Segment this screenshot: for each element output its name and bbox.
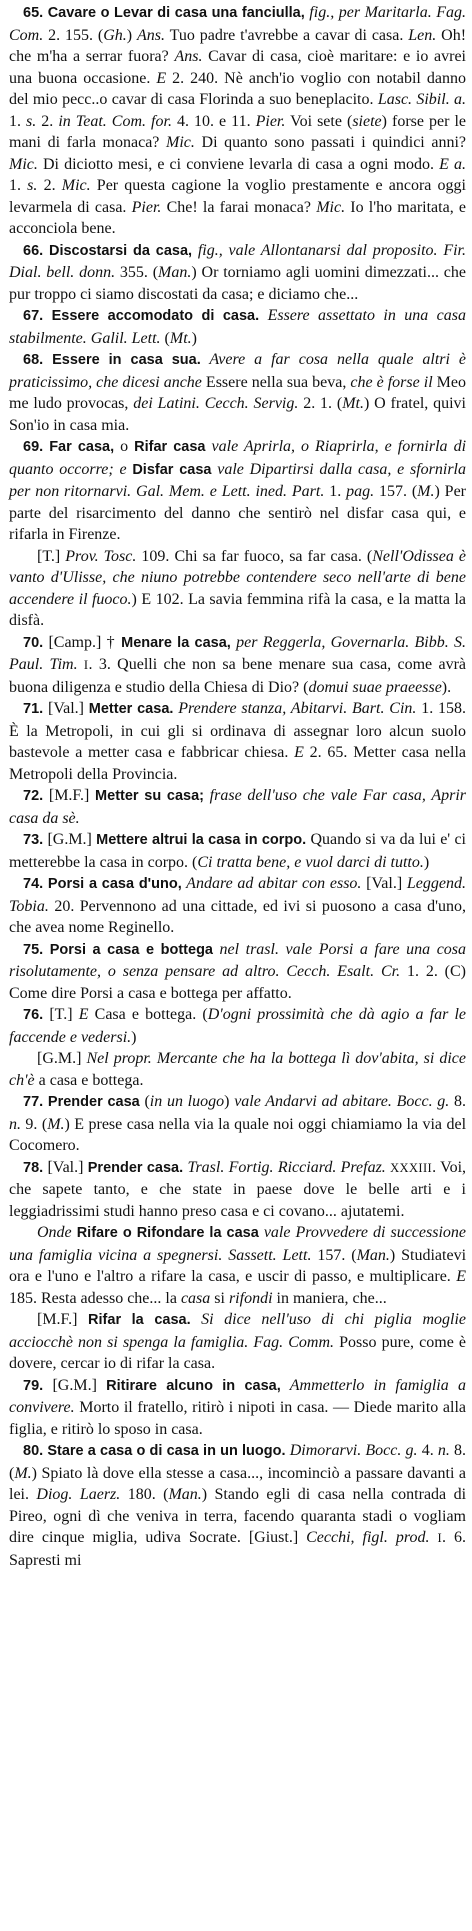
entry-text: in maniera, che...: [272, 1289, 387, 1307]
entry-text: [G.M.]: [52, 1376, 107, 1394]
italic-text: fig., vale Allontanarsi dal proposito. Fir. Dial. bell. donn.: [9, 241, 467, 281]
italic-text: E: [456, 1268, 466, 1285]
entry-text: 157. (: [374, 483, 418, 500]
italic-text: D'ogni prossimità che dà agio a far le faccende e vedersi.: [9, 1006, 467, 1046]
italic-text: Nel propr. Mercante che ha la bottega lì dov'abita, si dice ch'è: [9, 1050, 467, 1089]
italic-text: n.: [9, 1115, 21, 1133]
italic-text: casa: [180, 1289, 211, 1307]
entry-text: . 3. Quelli che non sa bene menare sua casa, come avrà buona diligenza e studio della Chiesa di Dio? (: [9, 656, 467, 696]
entry-text: Di quanto sono passati i quindici anni?: [194, 134, 467, 151]
italic-text: Onde: [37, 1224, 72, 1241]
entry-text: ) forse per le mani di farla monaca?: [9, 112, 467, 151]
entry-number: 65.: [23, 5, 44, 21]
dictionary-entry: [9, 1375, 466, 1441]
entry-text: 2.: [36, 112, 59, 130]
entry-text: [Val.]: [47, 700, 89, 717]
italic-text: M.: [417, 483, 435, 500]
entry-number: 78.: [23, 1159, 44, 1176]
entry-text: 180. (: [120, 1486, 169, 1503]
italic-text: Pier.: [131, 198, 162, 216]
entry-text: Essere nella sua beva,: [201, 373, 351, 391]
italic-text: nel trasl. vale Porsi a fare una cosa risolutamente, o senza pensare ad altro. Cecch. Esalt. Cr.: [9, 940, 467, 980]
entry-text: Meo me ludo provocas,: [9, 373, 467, 412]
italic-text: Dimorarvi. Bocc. g.: [285, 1442, 418, 1459]
headword: Menare la casa,: [121, 634, 231, 651]
entry-text: 2. 240. Nè anch'io voglio con notabil danno del mio pecc..o cavar di casa Florinda a suo beneplacito.: [9, 69, 467, 108]
headword: Rifare o Rifondare la casa: [71, 1225, 259, 1241]
dictionary-entry: [9, 1440, 466, 1571]
entry-text: Morto il fratello, ritirò i nipoti in casa. — Diede marito alla figlia, e ritirò lo sposo in casa.: [9, 1399, 466, 1438]
italic-text: siete: [352, 112, 382, 130]
entry-text: ) Stando egli di casa nella contrada di Pireo, ogni dì che veniva in terra, facendo quaranta stadi o vogliam dire cinque miglia, udiva Socrate. [Giust.]: [9, 1486, 467, 1546]
italic-text: Mt.: [169, 329, 192, 347]
entry-number: 67.: [23, 308, 44, 324]
entry-text: ) O fratel, quivi Son'io in casa mia.: [9, 395, 467, 434]
italic-text: E: [294, 744, 304, 761]
entry-text: ): [191, 329, 197, 347]
dictionary-entry: [9, 1004, 466, 1048]
dictionary-entry: [9, 1091, 466, 1157]
entry-number: 75.: [23, 941, 44, 958]
headword: Prender casa.: [87, 1159, 184, 1176]
entry-text: 2. 155. (: [43, 26, 104, 44]
headword: Ritirare alcuno in casa,: [106, 1377, 281, 1394]
headword: Cavare o Levar di casa una fanciulla,: [47, 5, 305, 21]
dictionary-entry: [9, 698, 466, 785]
entry-text: 1.: [9, 112, 27, 130]
italic-text: vale Aprirla, o Riaprirla, e fornirla di quanto occorre; e: [9, 438, 467, 478]
entry-text: 4. 10. e 11.: [171, 112, 256, 130]
dictionary-subentry: [9, 546, 466, 632]
entry-number: 69.: [23, 439, 44, 455]
entry-number: 70.: [23, 634, 44, 651]
italic-text: Mic.: [316, 198, 346, 216]
headword: Rifar la casa.: [88, 1312, 191, 1328]
entry-text: a casa e bottega.: [34, 1071, 144, 1089]
italic-text: Si dice nell'uso di chi piglia moglie acciocchè non si spenga la famiglia. Fag. Comm.: [9, 1311, 467, 1351]
entry-number: 68.: [23, 352, 44, 368]
entry-number: 79.: [23, 1377, 44, 1394]
entry-text: [M.F.]: [37, 1311, 89, 1328]
entry-text: Che! la farai monaca?: [161, 198, 317, 216]
dictionary-entry: [9, 785, 466, 829]
headword: Disfar casa: [126, 461, 212, 478]
italic-text: frase dell'uso che vale Far casa, Aprir casa da sè.: [9, 787, 467, 827]
italic-text: Ans.: [174, 48, 203, 65]
entry-text: [Val.]: [361, 875, 407, 892]
entry-number: 74.: [23, 876, 44, 892]
dictionary-subentry: [9, 1222, 466, 1309]
entry-text: . 6. Sapresti mi: [9, 1529, 467, 1569]
dictionary-entry: [9, 632, 466, 699]
entry-number: 80.: [23, 1443, 44, 1459]
entry-number: 66.: [23, 242, 44, 259]
italic-text: in un luogo: [149, 1093, 225, 1110]
entry-text: ) E 102. La savia femmina rifà la casa, e la matta la disfà.: [9, 590, 467, 629]
entry-text: ) E prese casa nella via la quale noi oggi chiamiamo la via del Cocomero.: [9, 1115, 467, 1154]
entry-text: 9. (: [21, 1115, 48, 1133]
entry-number: 71.: [23, 701, 44, 717]
italic-text: Mic.: [166, 134, 195, 151]
entry-text: ) Studiatevi ora e l'uno e l'altro a rifare la casa, e uscir di passo, e multiplicare.: [9, 1246, 467, 1285]
italic-text: Andare ad abitar con esso.: [181, 875, 362, 892]
entry-text: ): [224, 1093, 235, 1110]
entry-text: 1. 2. (C) Come dire Porsi a casa e bottega per affatto.: [9, 963, 467, 1002]
headword: Porsi a casa e bottega: [49, 941, 213, 958]
entry-text: I: [83, 658, 89, 672]
italic-text: Man.: [168, 1486, 202, 1503]
italic-text: dei Latini. Cecch. Servig.: [133, 395, 299, 412]
entry-text: Cavar di casa, cioè maritare: e io avrei una buona occasione.: [9, 48, 467, 87]
entry-text: [G.M.]: [37, 1050, 87, 1067]
dictionary-entry: [9, 240, 466, 306]
entry-text: Casa e bottega. (: [88, 1006, 208, 1023]
italic-text: Man.: [158, 264, 192, 281]
entry-text: ): [126, 26, 138, 44]
italic-text: Diog. Laerz.: [36, 1486, 121, 1503]
entry-text: [T.]: [49, 1006, 79, 1023]
entry-text: [G.M.]: [47, 831, 97, 848]
headword: Prender casa: [47, 1094, 140, 1110]
entry-text: 1. 158. È la Metropoli, in cui gli si ordinava di assegnar loro alcun suolo bastevole a metter casa e fabbricar chiesa.: [9, 700, 467, 761]
entry-text: ) Spiato là dove ella stesse a casa..., incominciò a passare davanti a lei.: [9, 1464, 466, 1503]
italic-text: M.: [47, 1115, 65, 1133]
entry-text: o: [114, 438, 135, 455]
entry-text: 8.: [449, 1093, 467, 1110]
entry-text: I: [437, 1531, 443, 1545]
italic-text: n.: [437, 1442, 450, 1459]
italic-text: Mic.: [61, 177, 91, 194]
italic-text: Gh.: [103, 26, 127, 44]
entry-text: 8. (: [9, 1442, 467, 1482]
entry-text: (: [139, 1093, 150, 1110]
italic-text: E: [156, 69, 167, 87]
italic-text: Pier.: [255, 112, 286, 130]
entry-text: Io l'ho maritata, e acconciola bene.: [9, 198, 467, 237]
italic-text: rifondi: [228, 1289, 273, 1307]
entry-text: 1.: [324, 483, 347, 500]
dictionary-subentry: [9, 1309, 466, 1375]
entry-text: Quando si va da lui e' ci metterebbe la casa in corpo. (: [9, 831, 466, 871]
entry-text: ).: [441, 678, 452, 696]
italic-text: che è forse il: [350, 373, 433, 391]
entry-text: ) Or torniamo agli uomini dimezzati... che pur troppo ci siamo discostati da casa; e diciamo che...: [9, 264, 466, 303]
entry-text: Oh! che m'ha a serrar fuora?: [9, 26, 467, 65]
italic-text: s.: [27, 177, 38, 194]
headword: Metter su casa;: [95, 788, 204, 804]
headword: Mettere altrui la casa in corpo.: [96, 832, 307, 848]
italic-text: Ammetterlo in famiglia a convivere.: [9, 1376, 467, 1416]
italic-text: M.: [14, 1464, 32, 1482]
dictionary-entry: [9, 873, 466, 939]
italic-text: Mic.: [9, 155, 38, 173]
italic-text: domui suae praeesse: [308, 678, 442, 696]
headword: Metter casa.: [88, 701, 174, 717]
entry-text: XXXIII: [390, 1160, 433, 1175]
entry-text: Tuo padre t'avrebbe a cavar di casa.: [165, 26, 409, 44]
entry-number: 76.: [23, 1007, 44, 1023]
italic-text: Man.: [356, 1246, 390, 1264]
entry-text: 157. (: [311, 1246, 357, 1264]
entry-text: 1.: [9, 177, 28, 194]
headword: Essere accomodato di casa.: [51, 308, 260, 324]
italic-text: E a.: [439, 155, 466, 173]
italic-text: vale Dipartirsi dalla casa, e sfornirla per non ritornarvi. Gal. Mem. e Lett. ined. Part.: [9, 460, 466, 500]
dictionary-entry: [9, 1157, 466, 1223]
entry-text: 4.: [417, 1442, 438, 1459]
entry-number: 73.: [23, 832, 44, 848]
italic-text: fig., per Maritarla. Fag. Com.: [9, 4, 466, 44]
italic-text: Nell'Odissea è vanto d'Ulisse, che niuno potrebbe contendere seco nell'arte di bene accendere il fuoco.: [9, 547, 467, 608]
italic-text: Avere a far cosa nella quale altri è praticissimo, che dicesi anche: [9, 351, 466, 391]
dictionary-entry: [9, 2, 466, 240]
entry-text: Voi sete (: [285, 112, 353, 130]
entry-text: ): [423, 853, 430, 871]
italic-text: vale Provvedere di successione una famiglia vicina a spegnersi. Sassett. Lett.: [9, 1224, 467, 1264]
headword: Porsi a casa d'uno,: [47, 876, 182, 892]
entry-text: 2.: [37, 177, 62, 194]
italic-text: E: [78, 1006, 89, 1023]
entry-text: ): [131, 1028, 137, 1046]
entry-text: Di diciotto mesi, e ci conviene levarla di casa a ogni modo.: [37, 155, 440, 173]
italic-text: Cecchi, figl. prod.: [306, 1529, 430, 1546]
italic-text: Ans.: [137, 26, 166, 44]
entry-text: Posso pure, come è dovere, cercar io di rifar la casa.: [9, 1333, 467, 1372]
entry-number: 77.: [23, 1094, 44, 1110]
entry-text: Per questa cagione la voglio prestamente e ancora oggi levarmela di casa.: [9, 177, 467, 216]
italic-text: pag.: [346, 483, 375, 500]
dictionary-entry: [9, 939, 466, 1005]
headword: Rifar casa: [134, 439, 206, 455]
italic-text: Mt.: [342, 395, 364, 412]
entry-text: 2. 1. (: [298, 395, 343, 412]
italic-text: in Teat. Com. for.: [58, 112, 172, 130]
entry-text: 2. 65. Metter casa nella Metropoli della Provincia.: [9, 744, 466, 783]
italic-text: Len.: [408, 26, 437, 44]
headword: Essere in casa sua.: [52, 352, 201, 368]
entry-number: 72.: [23, 788, 44, 804]
italic-text: Prendere stanza, Abitarvi. Bart. Cin.: [173, 700, 417, 717]
entry-text: [Val.]: [47, 1158, 88, 1176]
entry-text: . Voi, che sapete tanto, e che state in paese dove le belle arti e i leggiadrissimi studi hanno preso casa e ci covano... ajutatemi.: [9, 1158, 467, 1220]
entry-text: [M.F.]: [48, 787, 96, 804]
entry-text: si: [210, 1289, 229, 1307]
headword: Far casa,: [49, 439, 115, 455]
dictionary-entry: [9, 305, 466, 349]
dictionary-entry: [9, 349, 466, 436]
entry-text: [T.]: [37, 547, 66, 565]
italic-text: vale Andarvi ad abitare. Bocc. g.: [234, 1093, 450, 1110]
entry-text: 355. (: [115, 264, 159, 281]
entry-text: 20. Pervennono ad una cittade, ed ivi si puosono a casa d'uno, che avea nome Reginello.: [9, 897, 466, 936]
dictionary-subentry: [9, 1048, 466, 1091]
headword: Stare a casa o di casa in un luogo.: [47, 1443, 286, 1459]
italic-text: Ci tratta bene, e vuol darci di tutto.: [197, 853, 424, 871]
italic-text: Prov. Tosc.: [65, 547, 137, 565]
entry-text: 109. Chi sa far fuoco, sa far casa. (: [136, 547, 373, 565]
italic-text: Trasl. Fortig. Ricciard. Prefaz.: [183, 1158, 386, 1176]
headword: Discostarsi da casa,: [48, 242, 193, 259]
dictionary-entry: [9, 829, 466, 873]
entry-text: ) Per parte del risarcimento del danno che sentirò nel disfar casa qui, e rifarla in Firenze.: [9, 483, 467, 543]
italic-text: Essere assettato in una casa stabilmente. Galil. Lett.: [9, 307, 467, 347]
italic-text: Lasc. Sibil. a.: [377, 91, 467, 108]
italic-text: Leggend. Tobia.: [9, 875, 467, 915]
dictionary-entry: [9, 436, 466, 546]
entry-text: (: [160, 329, 170, 347]
entry-text: [Camp.] †: [48, 633, 122, 651]
entry-text: 185. Resta adesso che... la: [9, 1289, 181, 1307]
italic-text: per Reggerla, Governarla. Bibb. S. Paul. Tim.: [9, 633, 467, 673]
italic-text: s.: [26, 112, 37, 130]
